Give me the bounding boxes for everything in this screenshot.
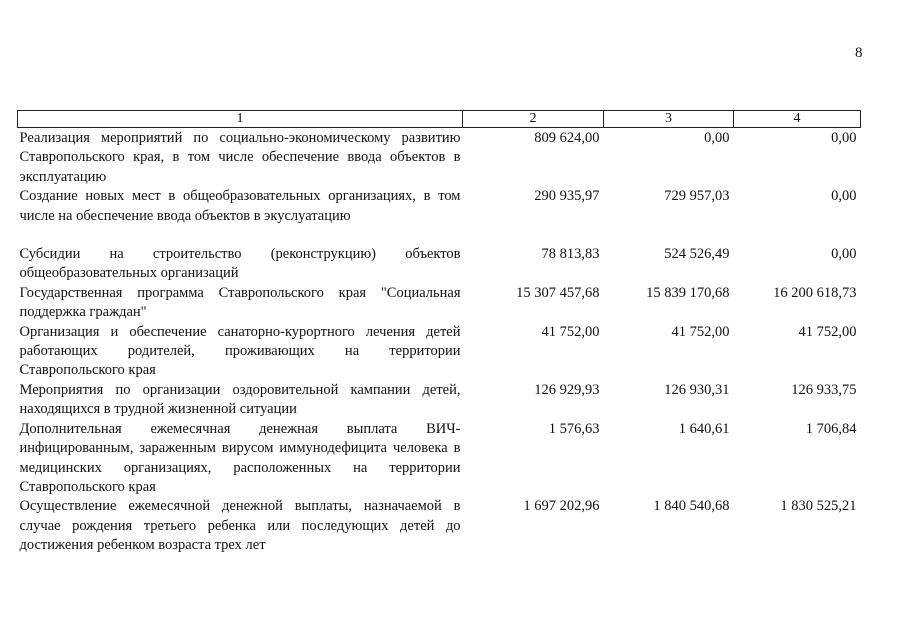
row-value-col3: 1 840 540,68 (653, 498, 730, 515)
column-header-4: 4 (734, 111, 861, 128)
table-row (18, 420, 861, 498)
table-row (18, 497, 861, 555)
row-description: Мероприятия по организации оздоровительной кампании детей, находящихся в трудной жизненной ситуации (19, 381, 461, 418)
table-row (18, 381, 861, 420)
row-value-col4: 41 752,00 (798, 323, 857, 340)
row-description: Осуществление ежемесячной денежной выплаты, назначаемой в случае рождения третьего ребенка или последующих детей до достижения ребенком возраста трех лет (19, 498, 461, 554)
row-value-col2: 41 752,00 (541, 323, 600, 340)
row-value-col3: 0,00 (704, 130, 730, 146)
row-value-col3: 41 752,00 (671, 323, 730, 340)
row-value-col2: 126 929,93 (534, 381, 600, 398)
table-row (18, 323, 861, 381)
row-value-col4: 16 200 618,73 (773, 284, 857, 301)
row-description: Организация и обеспечение санаторно-курортного лечения детей работающих родителей, проживающих на территории Ставропольского края (19, 323, 461, 379)
row-value-col2: 78 813,83 (541, 246, 600, 263)
table-row (18, 128, 861, 188)
row-value-col3: 729 957,03 (664, 188, 730, 205)
column-header-3: 3 (604, 111, 734, 128)
row-description: Субсидии на строительство (реконструкцию) объектов общеобразовательных организаций (19, 246, 461, 282)
table-row (18, 187, 861, 245)
row-description: Дополнительная ежемесячная денежная выплата ВИЧ-инфицированным, зараженным вирусом иммунодефицита человека в медицинских организациях, расположенных на территории Ставропольского края (19, 420, 461, 495)
row-value-col4: 126 933,75 (791, 381, 857, 398)
row-value-col3: 1 640,61 (678, 420, 730, 437)
row-value-col4: 0,00 (831, 246, 857, 263)
row-value-col3: 524 526,49 (664, 246, 730, 263)
column-header-1: 1 (18, 111, 463, 128)
row-value-col2: 290 935,97 (534, 188, 600, 205)
row-value-col2: 809 624,00 (534, 130, 600, 146)
table-row (18, 284, 861, 323)
row-description: Государственная программа Ставропольского края "Социальная поддержка граждан" (19, 284, 461, 321)
budget-table (17, 110, 861, 556)
page-number: 8 (855, 45, 863, 61)
table-header-row (18, 111, 861, 128)
row-value-col4: 0,00 (831, 130, 857, 146)
row-value-col2: 1 697 202,96 (523, 498, 600, 515)
row-description: Реализация мероприятий по социально-экономическому развитию Ставропольского края, в том числе обеспечение ввода объектов в эксплуатацию (19, 130, 461, 185)
row-value-col4: 0,00 (831, 188, 857, 205)
row-value-col3: 15 839 170,68 (646, 284, 730, 301)
row-value-col2: 15 307 457,68 (516, 284, 600, 301)
column-header-2: 2 (463, 111, 604, 128)
row-description: Создание новых мест в общеобразовательных организациях, в том числе на обеспечение ввода объектов в экуслуатацию (19, 188, 461, 224)
row-value-col2: 1 576,63 (548, 420, 600, 437)
row-value-col4: 1 706,84 (805, 420, 857, 437)
row-value-col4: 1 830 525,21 (780, 498, 857, 515)
table-row (18, 245, 861, 284)
row-value-col3: 126 930,31 (664, 381, 730, 398)
